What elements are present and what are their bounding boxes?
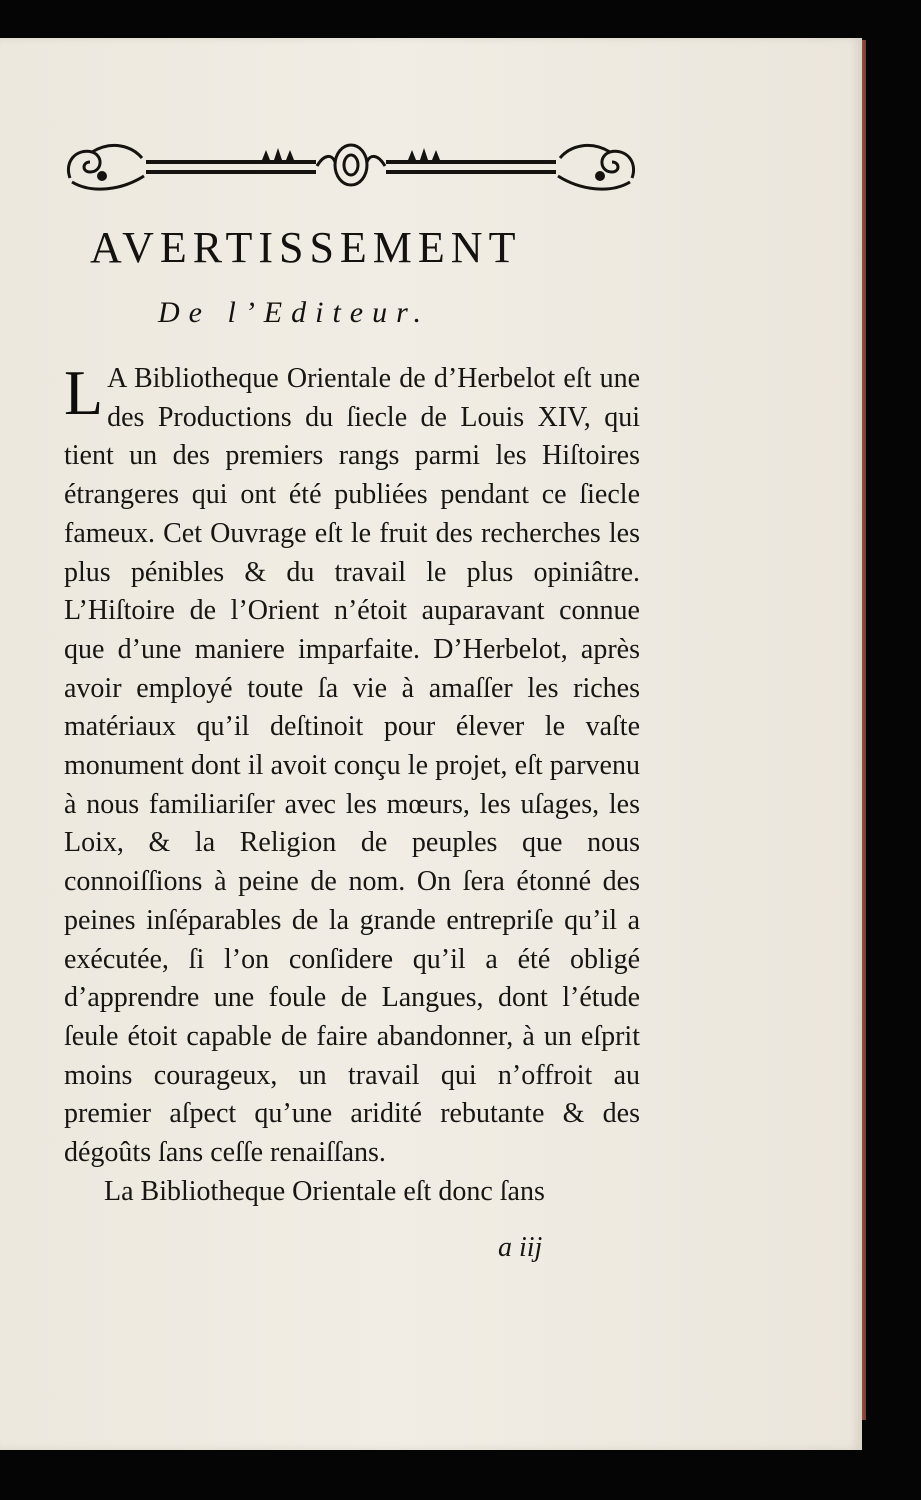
paragraph-1-text: A Bibliotheque Orientale de d’Herbelot eſt une des Productions du ſiecle de Louis XIV, qui tient un des premiers rangs parmi les Hiſtoires étrangeres qui ont été publiées pendant ce ſiecle fameux. Cet Ouvrage eſt le fruit des recherches les plus pénibles & du travail le plus opiniâtre. L’Hiſtoire de l’Orient n’étoit auparavant connue que d’une maniere imparfaite. D’Herbelot, après avoir employé toute ſa vie à amaſſer les riches matériaux qu’il deſtinoit pour élever le vaſte monument dont il avoit conçu le projet, eſt parvenu à nous familiariſer avec les mœurs, les uſages, les Loix, & la Religion de peuples que nous connoiſſions à peine de nom. On ſera étonné des peines inſéparables de la grande entrepriſe qu’il a exécutée, ſi l’on conſidere qu’il a été obligé d’apprendre une foule de Langues, dont l’étude ſeule étoit capable de faire abandonner, à un eſprit moins courageux, un travail qui n’offroit au premier aſpect qu’une aridité rebutante & des dégoûts ſans ceſſe renaiſſans. (64, 363, 640, 1169)
paragraph-2: La Bibliotheque Orientale eſt donc ſans (104, 1175, 545, 1207)
drop-cap: L (64, 357, 104, 428)
body-text (64, 357, 640, 1211)
page-title: AVERTISSEMENT (90, 223, 522, 272)
paragraph-1 (64, 357, 640, 1173)
page-subtitle: De l’Editeur. (158, 296, 430, 329)
headpiece-ornament (62, 132, 640, 198)
signature-mark: a iij (498, 1232, 543, 1263)
